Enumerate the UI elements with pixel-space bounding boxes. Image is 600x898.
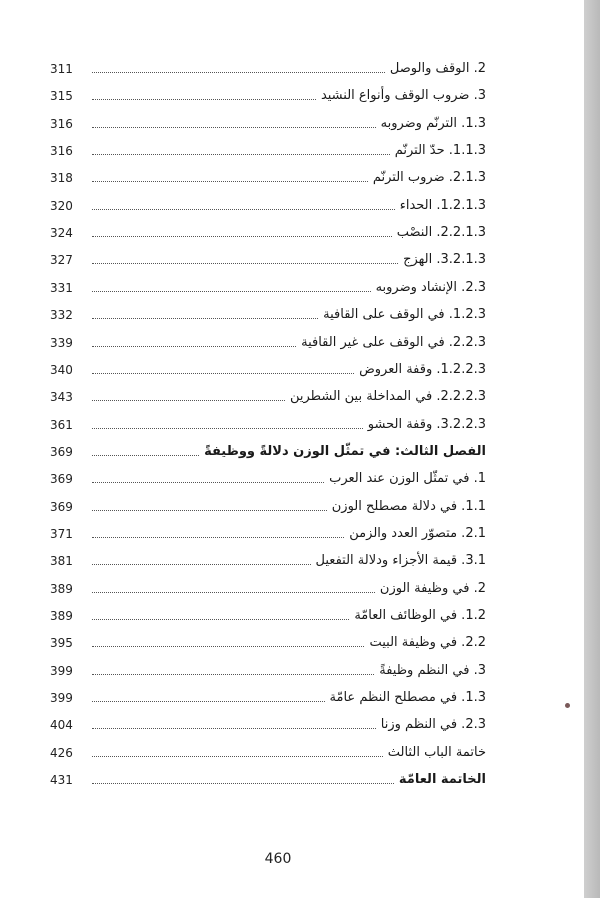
toc-entry-page-number: 381 [50, 554, 73, 569]
toc-dot-leader [92, 482, 324, 483]
toc-entry [0, 84, 584, 108]
toc-entry [0, 358, 584, 382]
toc-dot-leader [92, 373, 354, 374]
toc-dot-leader [92, 701, 325, 702]
toc-entry [0, 686, 584, 710]
toc-entry [0, 221, 584, 245]
toc-entry-page-number: 332 [50, 308, 73, 323]
toc-dot-leader [92, 646, 364, 647]
toc-entry-page-number: 395 [50, 636, 73, 651]
toc-dot-leader [92, 209, 395, 210]
toc-entry-page-number: 369 [50, 472, 73, 487]
page-footer-number: 460 [264, 851, 292, 867]
toc-entry-title: 2. في وظيفة الوزن [379, 580, 486, 596]
toc-dot-leader [92, 236, 392, 237]
toc-entry-title: 2.1. متصوّر العدد والزمن [349, 525, 486, 541]
toc-entry [0, 57, 584, 81]
toc-entry-page-number: 324 [50, 226, 73, 241]
toc-entry-title: 1.1. في دلالة مصطلح الوزن [331, 498, 486, 514]
toc-dot-leader [92, 674, 374, 675]
toc-dot-leader [92, 72, 385, 73]
toc-entry [0, 713, 584, 737]
toc-entry-page-number: 389 [50, 581, 73, 596]
toc-entry [0, 440, 584, 464]
paper-speck [565, 703, 570, 708]
toc-entry-title: 2.2.2.3. في المداخلة بين الشطرين [290, 389, 486, 405]
toc-entry-page-number: 404 [50, 718, 73, 733]
toc-entry-title: 2.2.3. في الوقف على غير القافية [301, 334, 486, 350]
book-binding-edge [584, 0, 600, 898]
toc-dot-leader [92, 619, 349, 620]
toc-entry-page-number: 316 [50, 116, 73, 131]
toc-entry-page-number: 431 [50, 773, 73, 788]
toc-entry-title: خاتمة الباب الثالث [387, 744, 486, 760]
toc-dot-leader [92, 510, 327, 511]
toc-entry-title: 3. في النظم وظيفةً [379, 662, 486, 678]
toc-entry-title: الخاتمة العامّة [398, 772, 486, 788]
toc-entry-page-number: 426 [50, 745, 73, 760]
toc-entry-page-number: 327 [50, 253, 73, 268]
toc-entry-page-number: 315 [50, 89, 73, 104]
toc-dot-leader [92, 291, 371, 292]
toc-entry-page-number: 389 [50, 609, 73, 623]
toc-dot-leader [92, 181, 368, 182]
toc-entry-title: 1.2. في الوظائف العامّة [354, 608, 486, 623]
toc-entry-title: 1.2.1.3. الحداء [399, 197, 486, 213]
toc-entry-page-number: 311 [50, 62, 73, 76]
toc-entry-title: 3.2.2.3. وقفة الحشو [367, 416, 486, 432]
toc-entry [0, 413, 584, 437]
toc-entry-title: 2.3. في النظم وزنا [380, 717, 486, 733]
toc-entry-title: 1.2.3. في الوقف على القافية [323, 307, 486, 323]
toc-entry [0, 467, 584, 491]
toc-entry [0, 194, 584, 218]
toc-entry-page-number: 316 [50, 144, 73, 159]
toc-entry-page-number: 361 [50, 417, 73, 432]
toc-entry [0, 166, 584, 190]
toc-entry [0, 112, 584, 136]
toc-entry-title: 2.1.3. ضروب الترنّم [372, 170, 486, 186]
toc-entry [0, 139, 584, 163]
toc-dot-leader [92, 537, 344, 538]
toc-entry-page-number: 320 [50, 198, 73, 213]
toc-dot-leader [92, 756, 383, 757]
toc-entry-page-number: 331 [50, 280, 73, 295]
toc-entry-page-number: 369 [50, 444, 73, 459]
toc-dot-leader [92, 318, 318, 319]
toc-entry-title: 3. ضروب الوقف وأنواع النشيد [320, 88, 486, 104]
toc-dot-leader [92, 99, 316, 100]
toc-dot-leader [92, 263, 398, 264]
toc-entry [0, 495, 584, 519]
toc-entry-title: 2.2. في وظيفة البيت [369, 635, 486, 651]
toc-entry [0, 604, 584, 628]
toc-dot-leader [92, 127, 376, 128]
toc-entry-page-number: 343 [50, 390, 73, 405]
toc-dot-leader [92, 428, 363, 429]
toc-entry-title: 3.2.1.3. الهزج [403, 252, 486, 268]
toc-entry-title: 1.1.3. حدّ الترنّم [394, 143, 486, 159]
toc-entry-title: 1. في تمثّل الوزن عند العرب [329, 471, 486, 487]
toc-entry-title: 1.3. في مصطلح النظم عامّة [329, 690, 486, 706]
toc-entry-page-number: 339 [50, 335, 73, 350]
toc-entry-page-number: 399 [50, 663, 73, 678]
toc-entry [0, 631, 584, 655]
toc-entry-title: 2.3. الإنشاد وضروبه [375, 279, 486, 295]
toc-entry-title: 2.2.1.3. النصْب [396, 225, 486, 241]
toc-entry [0, 331, 584, 355]
toc-entry-page-number: 318 [50, 171, 73, 186]
toc-entry [0, 741, 584, 765]
toc-entry [0, 549, 584, 573]
toc-entry-page-number: 340 [50, 362, 73, 377]
toc-entry [0, 385, 584, 409]
toc-entry-title: 1.3. الترنّم وضروبه [380, 115, 486, 131]
toc-entry [0, 768, 584, 792]
toc-dot-leader [92, 154, 390, 155]
toc-entry-title: 1.2.2.3. وقفة العروض [359, 361, 486, 377]
toc-dot-leader [92, 592, 375, 593]
toc-entry-page-number: 371 [50, 526, 73, 541]
toc-entry-page-number: 399 [50, 691, 73, 706]
toc-entry [0, 522, 584, 546]
toc-dot-leader [92, 400, 285, 401]
toc-entry [0, 276, 584, 300]
toc-dot-leader [92, 346, 296, 347]
toc-dot-leader [92, 783, 394, 784]
toc-entry-page-number: 369 [50, 499, 73, 514]
toc-dot-leader [92, 564, 311, 565]
toc-entry [0, 248, 584, 272]
toc-entry-title: الفصل الثالث: في تمثّل الوزن دلالةً ووظيفةً [204, 443, 486, 459]
toc-dot-leader [92, 455, 199, 456]
toc-entry-title: 3.1. قيمة الأجزاء ودلالة التفعيل [315, 553, 486, 569]
toc-entry [0, 303, 584, 327]
toc-entry [0, 577, 584, 601]
toc-entry [0, 659, 584, 683]
toc-entry-title: 2. الوقف والوصل [389, 61, 486, 76]
toc-dot-leader [92, 728, 376, 729]
